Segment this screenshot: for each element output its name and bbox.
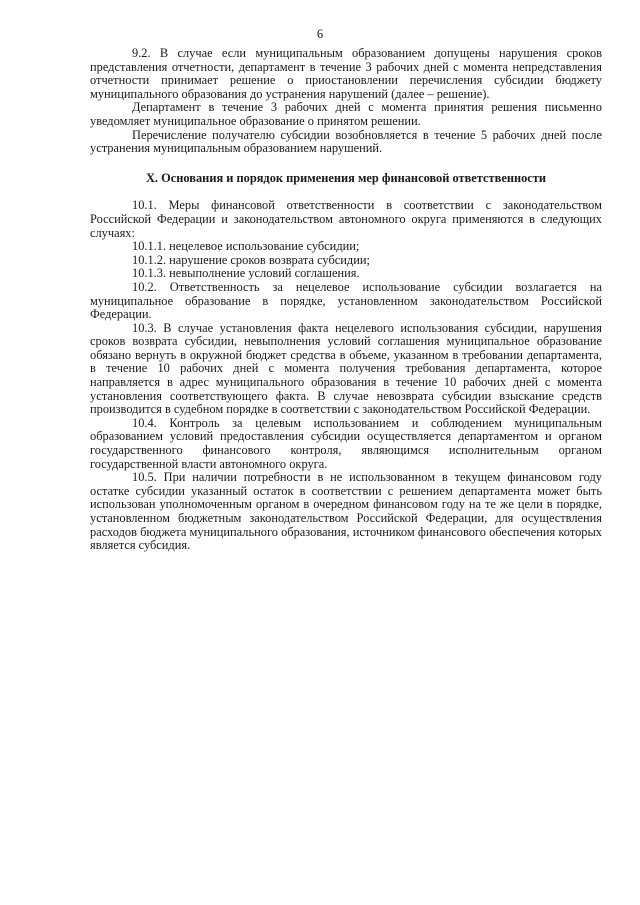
paragraph-10-1-1: 10.1.1. нецелевое использование субсидии; bbox=[132, 239, 360, 254]
paragraph-9-2: 9.2. В случае если муниципальным образованием допущены нарушения сроков представления отчетности, департамент в течение 3 рабочих дней с момента непредставления отчетности принимает решение о приостановлении перечисления субсидии бюджету муниципального образования до устранения нарушений (далее – решение). bbox=[90, 46, 602, 101]
section-heading: X. Основания и порядок применения мер финансовой ответственности bbox=[145, 170, 547, 185]
paragraph-10-2: 10.2. Ответственность за нецелевое использование субсидии возлагается на муниципальное образование в порядке, установленном законодательством Российской Федерации. bbox=[90, 279, 602, 322]
paragraph-notification: Департамент в течение 3 рабочих дней с момента принятия решения письменно уведомляет муниципальное образование о принятом решении. bbox=[90, 100, 602, 128]
paragraph-10-1-2: 10.1.2. нарушение сроков возврата субсидии; bbox=[132, 252, 370, 267]
page-number: 6 bbox=[316, 27, 324, 41]
paragraph-10-1-3: 10.1.3. невыполнение условий соглашения. bbox=[132, 266, 360, 281]
paragraph-10-4: 10.4. Контроль за целевым использованием и соблюдением муниципальным образованием условий предоставления субсидии осуществляется департаментом и органом государственного финансового контроля, являющимся исполнительным органом государственной власти автономного округа. bbox=[90, 415, 602, 471]
document-body bbox=[90, 47, 602, 553]
paragraph-10-3: 10.3. В случае установления факта нецелевого использования субсидии, нарушения сроков возврата субсидии, невыполнения условий соглашения муниципальное образование обязано вернуть в окружной бюджет средства в объеме, указанном в требовании департамента, в течение 10 рабочих дней с момента получения требования департамента, которое направляется в адрес муниципального образования в течение 10 рабочих дней с момента установления соответствующего факта. В случае невозврата субсидии взыскание средств производится в судебном порядке в соответствии с законодательством Российской Федерации. bbox=[90, 320, 602, 417]
paragraph-10-5: 10.5. При наличии потребности в не использованном в текущем финансовом году остатке субсидии указанный остаток в соответствии с решением департамента может быть использован уполномоченным органом в очередном финансовом году на те же цели в порядке, установленном бюджетным законодательством Российской Федерации, для осуществления расходов бюджета муниципального образования, источником финансового обеспечения которых является субсидия. bbox=[90, 470, 602, 553]
paragraph-10-1: 10.1. Меры финансовой ответственности в соответствии с законодательством Российской Федерации и законодательством автономного округа применяются в следующих случаях: bbox=[90, 198, 602, 240]
paragraph-resumption: Перечисление получателю субсидии возобновляется в течение 5 рабочих дней после устранения муниципальным образованием нарушений. bbox=[90, 127, 602, 156]
